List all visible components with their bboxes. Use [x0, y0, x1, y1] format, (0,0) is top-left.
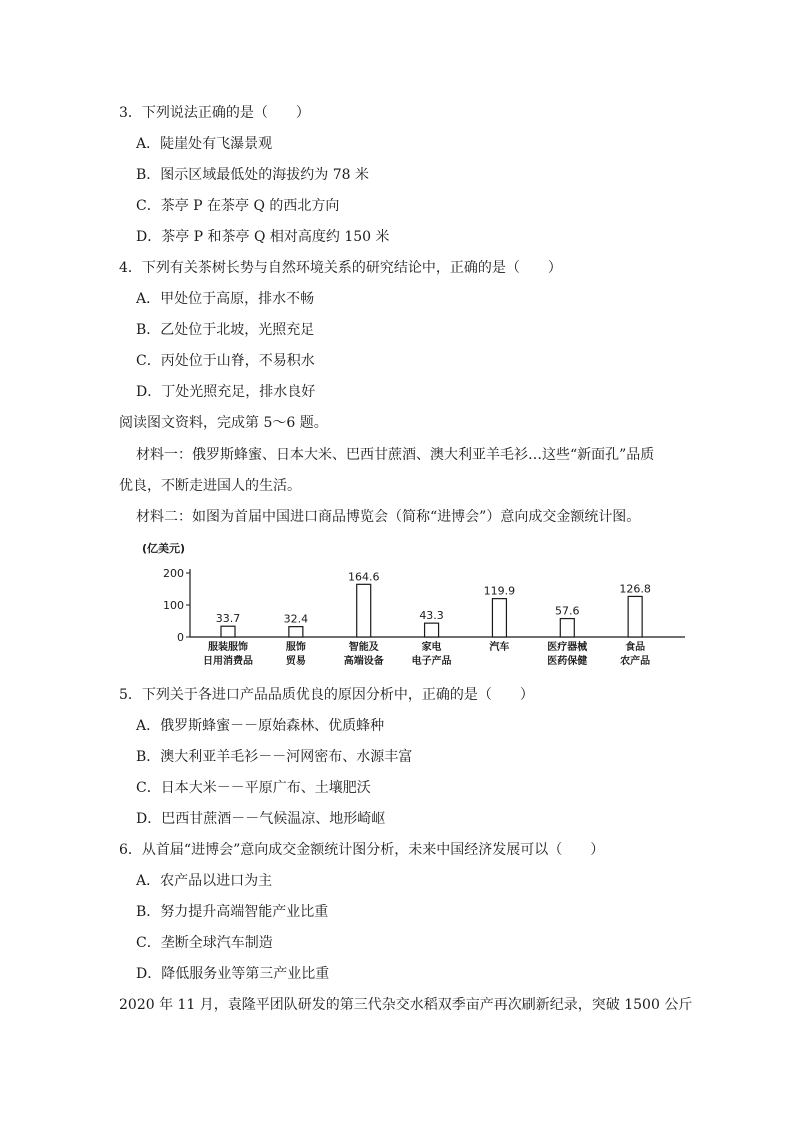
- chart-y-tick-label: 100: [163, 599, 184, 612]
- chart-value-label: 119.9: [483, 584, 516, 598]
- chart-category-label: 服装服饰: [208, 642, 248, 653]
- q3-option-b: B．图示区域最低处的海拔约为 78 米: [136, 167, 370, 183]
- chart-value-label: 126.8: [619, 582, 651, 596]
- chart-category-label: 家电: [421, 642, 442, 653]
- q6-option-d: D．降低服务业等第三产业比重: [136, 966, 330, 982]
- chart-bar: [289, 627, 303, 637]
- q6-option-a: A．农产品以进口为主: [136, 873, 273, 889]
- chart-value-label: 33.7: [215, 612, 241, 626]
- chart-bar: [425, 623, 439, 637]
- q3-stem: 3．下列说法正确的是（ ）: [119, 105, 310, 121]
- chart-y-tick-label: 200: [163, 567, 184, 580]
- q5-stem: 5．下列关于各进口产品品质优良的原因分析中，正确的是（ ）: [119, 687, 534, 703]
- chart-value-label: 43.3: [419, 609, 444, 623]
- material-one-line2: 优良，不断走进国人的生活。: [119, 478, 301, 494]
- chart-category-label: 服饰: [285, 642, 306, 653]
- chart-bars: [203, 570, 651, 667]
- chart-category-label: 汽车: [489, 642, 510, 653]
- chart-category-label: 智能及: [348, 642, 379, 653]
- q4-option-d: D．丁处光照充足，排水良好: [136, 384, 316, 400]
- material-two: 材料二：如图为首届中国进口商品博览会（简称“进博会”）意向成交金额统计图。: [136, 509, 641, 525]
- reading-intro: 阅读图文资料，完成第 5～6 题。: [119, 415, 328, 431]
- chart-bar: [357, 584, 371, 637]
- chart-bar: [560, 619, 574, 637]
- chart-category-label: 医药保健: [547, 656, 588, 667]
- q4-option-a: A．甲处位于高原，排水不畅: [136, 291, 315, 307]
- chart-value-label: 57.6: [555, 604, 580, 618]
- chart-category-label: 电子产品: [411, 656, 452, 667]
- next-material-text: 2020 年 11 月，袁隆平团队研发的第三代杂交水稻双季亩产再次刷新纪录，突破 1500 公斤: [119, 997, 693, 1013]
- q6-option-c: C．垄断全球汽车制造: [136, 935, 273, 951]
- chart-bar: [221, 626, 235, 637]
- q6-option-b: B．努力提升高端智能产业比重: [136, 904, 329, 920]
- q5-option-b: B．澳大利亚羊毛衫－－河网密布、水源丰富: [136, 749, 413, 765]
- chart-category-label: 医疗器械: [547, 642, 588, 653]
- chart-y-tick-label: 0: [177, 631, 184, 644]
- q6-stem: 6．从首届“进博会”意向成交金额统计图分析，未来中国经济发展可以（ ）: [119, 842, 605, 858]
- chart-category-label: 农产品: [620, 656, 651, 667]
- chart-y-unit-label: (亿美元): [142, 542, 186, 555]
- q3-option-a: A．陡崖处有飞瀑景观: [136, 136, 273, 152]
- chart-bar: [492, 599, 506, 637]
- q5-option-a: A．俄罗斯蜂蜜－－原始森林、优质蜂种: [136, 718, 385, 734]
- material-one-line1: 材料一：俄罗斯蜂蜜、日本大米、巴西甘蔗酒、澳大利亚羊毛衫…这些“新面孔”品质: [136, 447, 655, 463]
- import-expo-bar-chart: [140, 538, 690, 668]
- q3-option-c: C．茶亭 P 在茶亭 Q 的西北方向: [136, 198, 340, 214]
- q3-option-d: D．茶亭 P 和茶亭 Q 相对高度约 150 米: [136, 229, 390, 245]
- q5-option-c: C．日本大米－－平原广布、土壤肥沃: [136, 780, 371, 796]
- q4-stem: 4．下列有关茶树长势与自然环境关系的研究结论中，正确的是（ ）: [119, 260, 562, 276]
- chart-category-label: 贸易: [285, 656, 306, 667]
- chart-category-label: 高端设备: [343, 656, 384, 667]
- chart-category-label: 日用消费品: [203, 656, 253, 667]
- q5-option-d: D．巴西甘蔗酒－－气候温凉、地形崎岖: [136, 811, 386, 827]
- chart-value-label: 164.6: [347, 570, 380, 584]
- chart-bar: [628, 596, 642, 637]
- chart-value-label: 32.4: [283, 612, 309, 626]
- q4-option-c: C．丙处位于山脊，不易积水: [136, 353, 315, 369]
- q4-option-b: B．乙处位于北坡，光照充足: [136, 322, 315, 338]
- chart-category-label: 食品: [625, 642, 646, 653]
